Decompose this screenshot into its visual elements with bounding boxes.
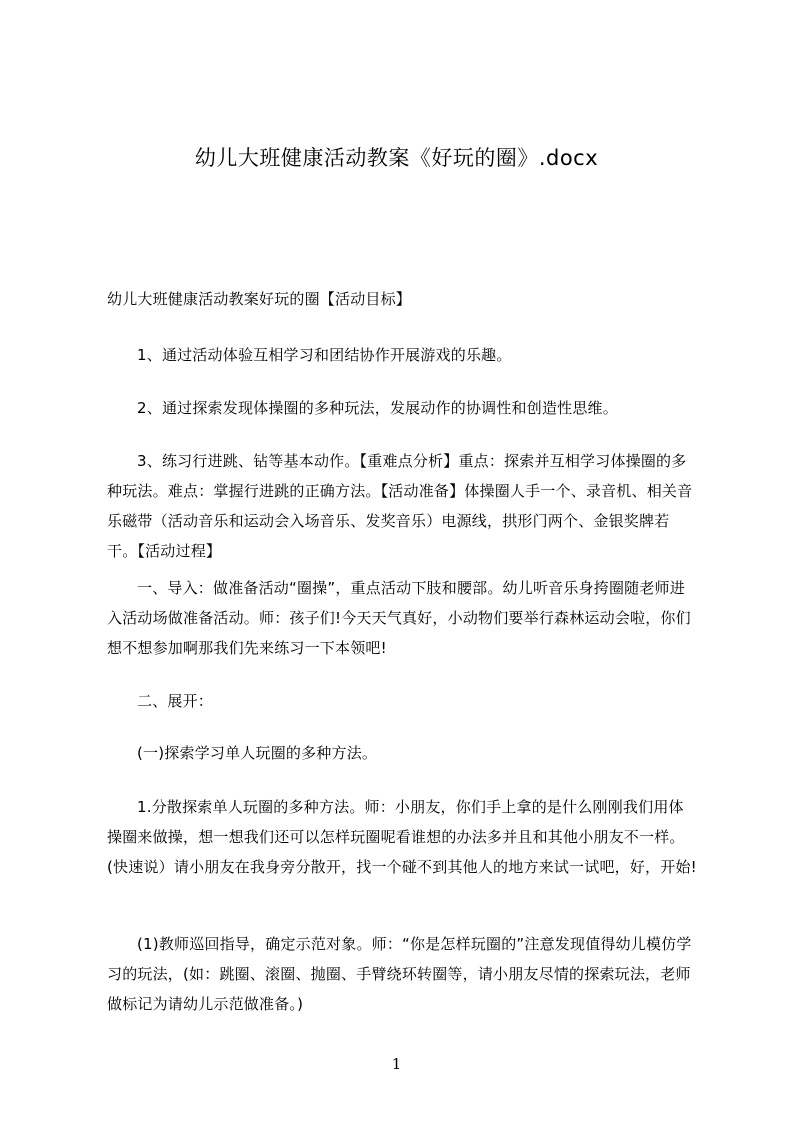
paragraph-goal-3-and-preparation: 3、练习行进跳、钻等基本动作。【重难点分析】重点：探索并互相学习体操圈的多种玩法。难点：掌握行进跳的正确方法。【活动准备】体操圈人手一个、录音机、相关音乐磁带（活动音乐和运动会入场音乐、发奖音乐）电源线，拱形门两个、金银奖牌若干。【活动过程】 bbox=[107, 452, 693, 560]
paragraph-activity-goals-heading: 幼儿大班健康活动教案好玩的圈【活动目标】 bbox=[107, 290, 412, 308]
paragraph-goal-1: 1、通过活动体验互相学习和团结协作开展游戏的乐趣。 bbox=[137, 346, 512, 364]
page-number: 1 bbox=[391, 1055, 402, 1073]
paragraph-introduction: 一、导入：做准备活动“圈操”，重点活动下肢和腰部。幼儿听音乐身挎圈随老师进入活动场做准备活动。师：孩子们!今天天气真好，小动物们要举行森林运动会啦，你们想不想参加啊那我们先来练习一下本领吧! bbox=[107, 579, 691, 657]
document-title: 幼儿大班健康活动教案《好玩的圈》.docx bbox=[194, 146, 599, 170]
paragraph-section-expand: 二、展开： bbox=[137, 692, 214, 710]
paragraph-step-1: 1.分散探索单人玩圈的多种方法。师：小朋友，你们手上拿的是什么刚刚我们用体操圈来做操，想一想我们还可以怎样玩圈呢看谁想的办法多并且和其他小朋友不一样。(快速说）请小朋友在我身旁分散开，找一个碰不到其他人的地方来试一试吧，好，开始! bbox=[107, 798, 697, 876]
paragraph-step-1-1: (1)教师巡回指导，确定示范对象。师：“你是怎样玩圈的”注意发现值得幼儿模仿学习的玩法，(如：跳圈、滚圈、抛圈、手臂绕环转圈等，请小朋友尽情的探索玩法，老师做标记为请幼儿示范做准备。) bbox=[107, 935, 692, 1013]
paragraph-goal-2: 2、通过探索发现体操圈的多种玩法，发展动作的协调性和创造性思维。 bbox=[137, 399, 618, 417]
paragraph-subsection-1: (一)探索学习单人玩圈的多种方法。 bbox=[137, 744, 378, 762]
